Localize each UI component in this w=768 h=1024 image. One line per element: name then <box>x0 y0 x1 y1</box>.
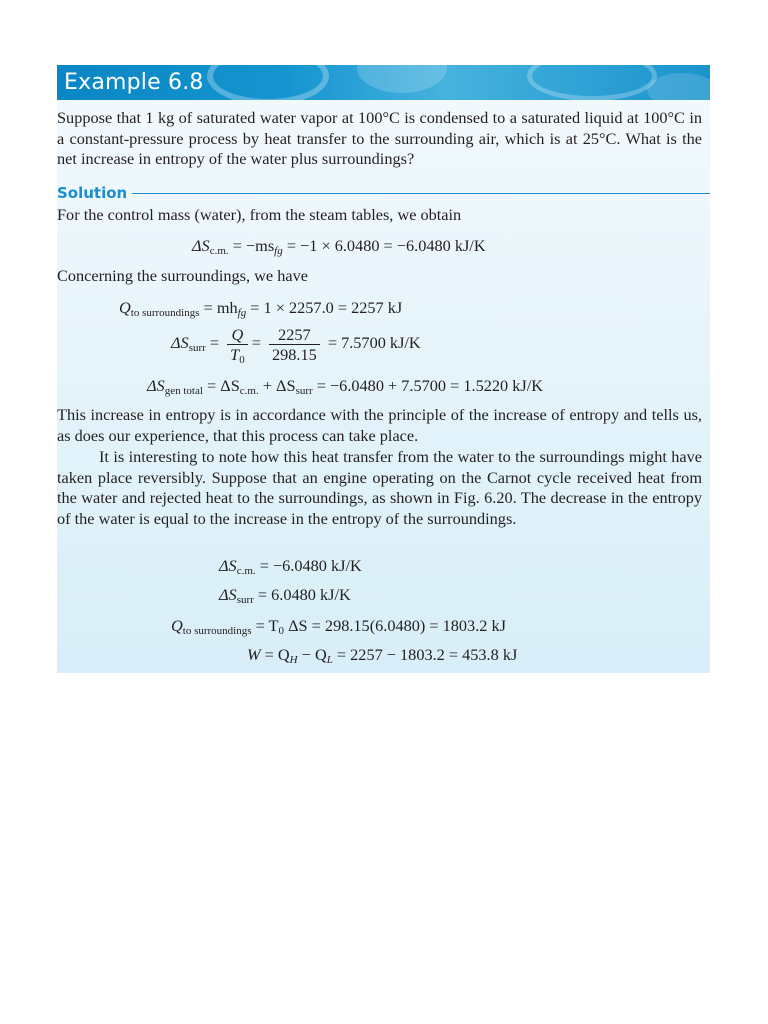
paragraph-reversible-process: It is interesting to note how this heat transfer from the water to the surroundings might have taken place reversibly. Suppose that an engine operating on the Carnot cycle received heat from the water and rejected heat to the surroundings, as shown in Fig. 6.20. The decrease in the entropy of the water is equal to the increase in the entropy of the surroundings. <box>57 447 702 528</box>
solution-label: Solution <box>57 184 128 202</box>
fraction-q-over-t0: $\frac{Q}{T_0}$ <box>227 325 248 364</box>
equation-heat-to-surroundings: $Q_{to surroundings} = mh_{fg} = 1 \times 2257.0 = 2257$ kJ <box>119 298 403 319</box>
equation-entropy-change-surroundings: $\Delta S_{surr}$ = $\frac{Q}{T_0}$ = $\frac{2257}{298.15}$ = 7.5700 kJ/K <box>171 324 421 366</box>
equation-entropy-water-reversible: $\Delta S_{c.m.} = -6.0480$ kJ/K <box>219 556 362 577</box>
banner-swirl-decoration <box>527 65 657 100</box>
equation-entropy-surroundings-reversible: $\Delta S_{surr} = 6.0480$ kJ/K <box>219 585 351 606</box>
banner-swirl-decoration <box>647 73 710 100</box>
solution-rule <box>132 193 710 194</box>
equation-entropy-change-water: $\Delta S_{c.m.} = -ms_{fg} = -1 \times 6.0480 = -6.0480$ kJ/K <box>192 236 486 257</box>
surroundings-intro: Concerning the surroundings, we have <box>57 266 308 285</box>
example-box <box>57 65 710 673</box>
banner-swirl-decoration <box>357 65 447 93</box>
example-banner <box>57 65 710 100</box>
solution-intro: For the control mass (water), from the steam tables, we obtain <box>57 205 462 224</box>
banner-swirl-decoration <box>207 65 329 100</box>
fraction-numeric: $\frac{2257}{298.15}$ <box>269 325 320 364</box>
solution-heading <box>57 183 710 205</box>
equation-heat-rejected-reversible: $Q_{to surroundings} = T_0$ ΔS = 298.15(6.0480) = 1803.2 kJ <box>171 616 506 637</box>
equation-total-entropy-generation: $\Delta S_{gen total} = \Delta S_{c.m.} + \Delta S_{surr} = -6.0480 + 7.5700 = 1.5220$ kJ/K <box>147 376 543 397</box>
paragraph-entropy-principle: This increase in entropy is in accordance with the principle of the increase of entropy and tells us, as does our experience, that this process can take place. <box>57 405 702 445</box>
problem-statement: Suppose that 1 kg of saturated water vapor at 100°C is condensed to a saturated liquid at 100°C in a constant-pressure process by heat transfer to the surrounding air, which is at 25°C. What is the net increase in entropy of the water plus surroundings? <box>57 108 702 168</box>
example-title: Example 6.8 <box>64 70 204 95</box>
equation-work-output: $W = Q_H - Q_L = 2257 - 1803.2 = 453.8$ kJ <box>247 645 518 666</box>
